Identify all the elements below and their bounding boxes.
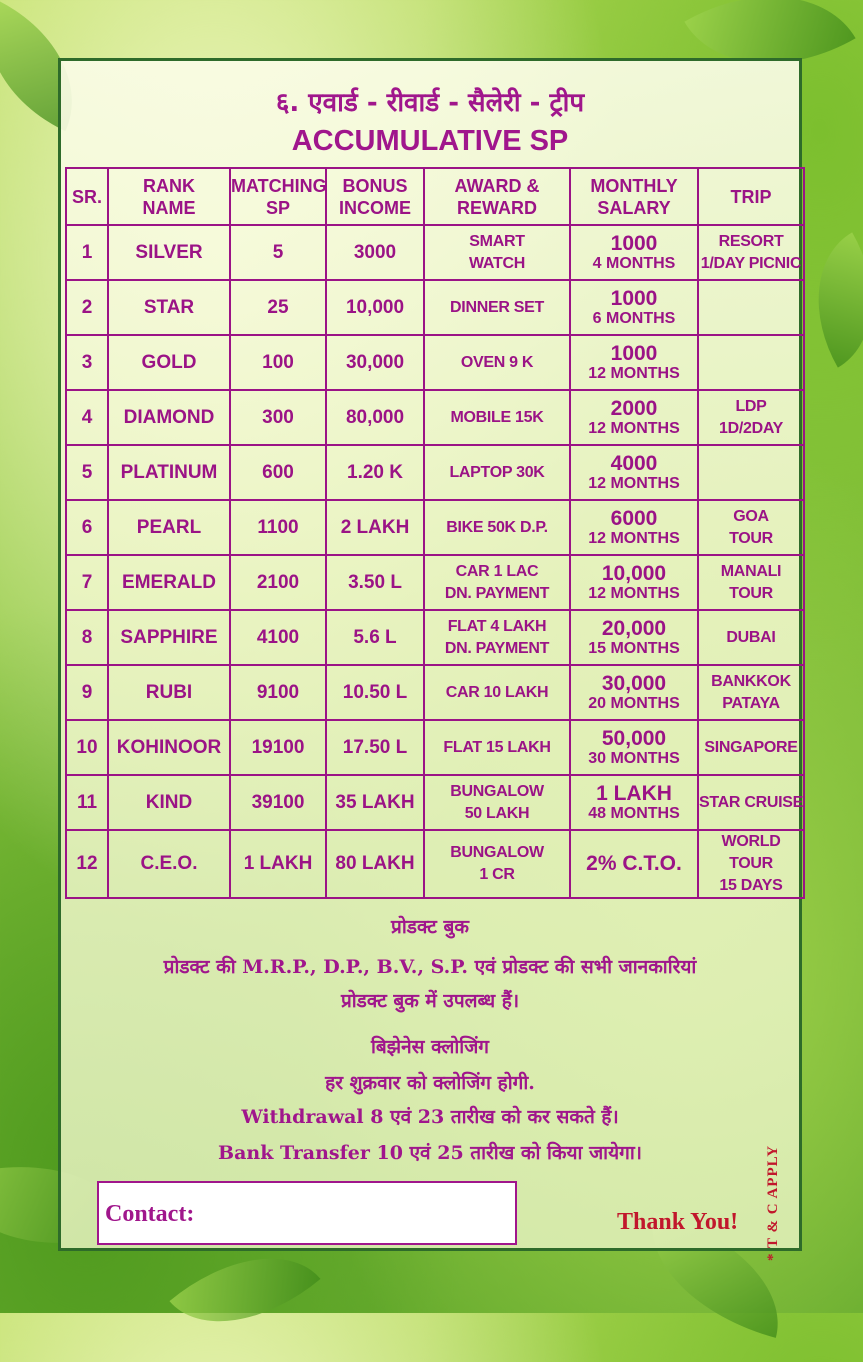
cell-trip [698,225,804,280]
cell-sr: 7 [66,555,108,610]
award-line-1: DINNER SET [450,298,544,316]
trip-line-2: TOUR [729,529,773,547]
trip-line-2: PATAYA [722,694,780,712]
cell-matching-sp: 300 [230,390,326,445]
salary-amount: 1000 [610,341,658,365]
salary-duration: 4 MONTHS [592,254,676,272]
trip-line-1: STAR CRUISE [699,793,803,811]
cell-matching-sp: 4100 [230,610,326,665]
cell-salary [570,445,698,500]
salary-amount: 2% C.T.O. [586,852,682,875]
award-line-2: 50 LAKH [464,804,530,822]
cell-award [424,775,570,830]
cell-trip [698,830,804,898]
trip-line-1: LDP [735,397,767,415]
cell-trip [698,280,804,335]
cell-bonus-income: 1.20 K [326,445,424,500]
cell-sr: 10 [66,720,108,775]
cell-award [424,500,570,555]
cell-trip [698,335,804,390]
salary-amount: 1 LAKH [596,781,672,805]
salary-amount: 10,000 [601,561,667,585]
salary-duration: 12 MONTHS [588,419,680,437]
cell-rank-name: SILVER [108,225,230,280]
product-line-2: प्रोडक्ट बुक में उपलब्ध हैं। [340,990,520,1012]
closing-heading: बिझेनेस क्लोजिंग [370,1036,489,1058]
cell-bonus-income: 3000 [326,225,424,280]
cell-rank-name: SAPPHIRE [108,610,230,665]
award-line-2: DN. PAYMENT [444,584,550,602]
table-row [66,335,804,390]
cell-rank-name: PEARL [108,500,230,555]
cell-bonus-income: 10,000 [326,280,424,335]
salary-duration: 48 MONTHS [588,804,680,822]
cell-award [424,280,570,335]
hindi-title: ६. एवार्ड - रीवार्ड - सैलेरी - ट्रीप [275,88,585,118]
cell-salary [570,555,698,610]
cell-sr: 2 [66,280,108,335]
award-line-1: CAR 1 LAC [455,562,539,580]
cell-bonus-income: 3.50 L [326,555,424,610]
cell-matching-sp: 9100 [230,665,326,720]
award-line-1: SMART [469,232,525,250]
cell-salary [570,500,698,555]
rank-table [65,167,805,899]
cell-bonus-income: 17.50 L [326,720,424,775]
cell-trip [698,720,804,775]
cell-salary [570,390,698,445]
withdrawal-line: Withdrawal 8 एवं 23 तारीख को कर सकते हैं। [241,1106,619,1128]
table-row [66,500,804,555]
salary-duration: 6 MONTHS [592,309,676,327]
cell-award [424,555,570,610]
award-line-1: BIKE 50K D.P. [446,518,548,536]
cell-salary [570,720,698,775]
salary-duration: 20 MONTHS [588,694,680,712]
table-row [66,280,804,335]
header-matching-sp: MATCHING SP [230,168,326,225]
table-row [66,445,804,500]
award-line-1: BUNGALOW [450,782,544,800]
cell-sr: 1 [66,225,108,280]
cell-award [424,445,570,500]
salary-amount: 20,000 [601,616,667,640]
header-award-reward: AWARD & REWARD [424,168,570,225]
cell-award [424,720,570,775]
cell-rank-name: C.E.O. [108,830,230,898]
trip-line-1: WORLD TOUR [721,833,781,872]
cell-matching-sp: 25 [230,280,326,335]
cell-award [424,830,570,898]
cell-trip [698,610,804,665]
cell-sr: 9 [66,665,108,720]
salary-amount: 50,000 [601,726,667,750]
award-line-1: OVEN 9 K [460,353,534,371]
trip-line-1: BANKKOK [711,672,791,690]
closing-line: हर शुक्रवार को क्लोजिंग होगी. [325,1072,535,1094]
salary-duration: 12 MONTHS [588,529,680,547]
salary-amount: 1000 [610,286,658,310]
cell-salary [570,335,698,390]
cell-award [424,225,570,280]
cell-sr: 12 [66,830,108,898]
table-row [66,775,804,830]
award-line-2: 1 CR [479,866,515,883]
cell-award [424,390,570,445]
table-row [66,665,804,720]
cell-bonus-income: 2 LAKH [326,500,424,555]
award-line-1: LAPTOP 30K [449,463,545,481]
table-row [66,610,804,665]
header-bonus-income: BONUS INCOME [326,168,424,225]
header-trip: TRIP [698,168,804,225]
cell-trip [698,500,804,555]
cell-matching-sp: 1100 [230,500,326,555]
trip-line-2: TOUR [729,584,773,602]
salary-amount: 30,000 [601,671,667,695]
cell-trip [698,665,804,720]
table-row [66,555,804,610]
award-line-1: MOBILE 15K [450,408,544,426]
page-title: ACCUMULATIVE SP [291,125,569,157]
table-row [66,225,804,280]
salary-duration: 12 MONTHS [588,474,680,492]
salary-duration: 30 MONTHS [588,749,680,767]
cell-sr: 5 [66,445,108,500]
terms-apply-text: * T & C APPLY [765,1144,781,1261]
trip-line-2: 15 DAYS [719,877,783,894]
cell-award [424,610,570,665]
cell-matching-sp: 2100 [230,555,326,610]
cell-bonus-income: 80,000 [326,390,424,445]
cell-rank-name: STAR [108,280,230,335]
cell-matching-sp: 5 [230,225,326,280]
header-monthly-salary: MONTHLY SALARY [570,168,698,225]
product-heading: प्रोडक्ट बुक [391,916,469,938]
cell-trip [698,555,804,610]
header-sr: SR. [66,168,108,225]
cell-salary [570,665,698,720]
cell-sr: 8 [66,610,108,665]
award-line-2: WATCH [469,254,525,272]
cell-rank-name: EMERALD [108,555,230,610]
table-header-row [66,168,804,225]
table-row [66,830,804,898]
trip-line-2: 1D/2DAY [718,419,783,437]
salary-amount: 6000 [610,506,658,530]
cell-salary [570,225,698,280]
trip-line-1: SINGAPORE [704,738,798,756]
salary-duration: 12 MONTHS [588,584,680,602]
award-line-1: BUNGALOW [450,844,544,861]
cell-award [424,335,570,390]
cell-sr: 6 [66,500,108,555]
cell-sr: 4 [66,390,108,445]
cell-rank-name: GOLD [108,335,230,390]
bank-transfer-line: Bank Transfer 10 एवं 25 तारीख को किया जायेगा। [218,1142,642,1164]
cell-rank-name: KOHINOOR [108,720,230,775]
cell-trip [698,775,804,830]
trip-line-1: DUBAI [726,628,776,646]
cell-bonus-income: 35 LAKH [326,775,424,830]
cell-matching-sp: 1 LAKH [230,830,326,898]
cell-salary [570,830,698,898]
award-line-1: CAR 10 LAKH [445,683,549,701]
thank-you-text: Thank You! [617,1209,739,1235]
cell-award [424,665,570,720]
cell-rank-name: DIAMOND [108,390,230,445]
cell-bonus-income: 80 LAKH [326,830,424,898]
trip-line-1: RESORT [718,232,784,250]
cell-matching-sp: 19100 [230,720,326,775]
cell-matching-sp: 39100 [230,775,326,830]
trip-line-1: GOA [733,507,769,525]
trip-line-1: MANALI [720,562,782,580]
salary-duration: 15 MONTHS [588,639,680,657]
cell-trip [698,390,804,445]
cell-bonus-income: 30,000 [326,335,424,390]
cell-rank-name: KIND [108,775,230,830]
cell-trip [698,445,804,500]
salary-amount: 2000 [610,396,658,420]
salary-amount: 4000 [610,451,658,475]
table-row [66,390,804,445]
cell-sr: 3 [66,335,108,390]
cell-matching-sp: 600 [230,445,326,500]
table-row [66,720,804,775]
plan-card [58,58,803,1261]
contact-box [97,1181,517,1245]
cell-rank-name: PLATINUM [108,445,230,500]
cell-sr: 11 [66,775,108,830]
product-line-1: प्रोडक्ट की M.R.P., D.P., B.V., S.P. एवं प्रोडक्ट की सभी जानकारियां [163,956,697,978]
cell-matching-sp: 100 [230,335,326,390]
trip-line-2: 1/DAY PICNIC [700,254,802,272]
salary-amount: 1000 [610,231,658,255]
cell-rank-name: RUBI [108,665,230,720]
cell-bonus-income: 5.6 L [326,610,424,665]
salary-duration: 12 MONTHS [588,364,680,382]
award-line-2: DN. PAYMENT [444,639,550,657]
contact-label: Contact: [105,1201,195,1227]
cell-salary [570,280,698,335]
cell-salary [570,610,698,665]
cell-salary [570,775,698,830]
cell-bonus-income: 10.50 L [326,665,424,720]
award-line-1: FLAT 4 LAKH [447,617,547,635]
award-line-1: FLAT 15 LAKH [443,738,551,756]
header-rank-name: RANK NAME [108,168,230,225]
